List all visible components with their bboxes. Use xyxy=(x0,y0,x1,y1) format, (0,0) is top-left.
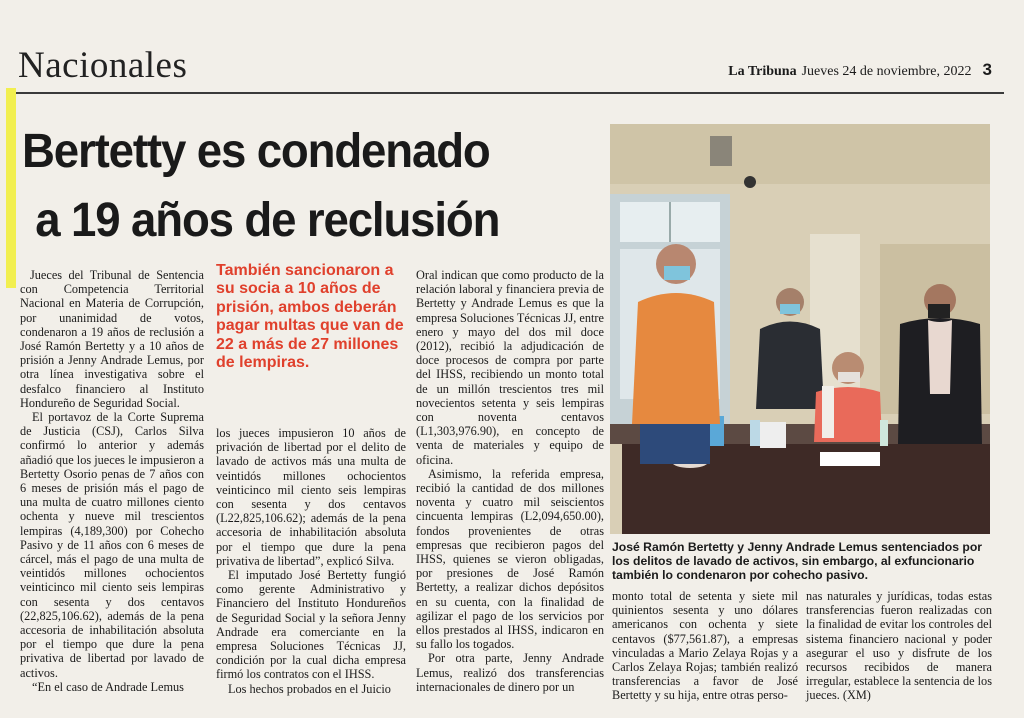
article-column-2 xyxy=(216,426,406,696)
headline xyxy=(22,118,578,255)
paragraph: nas naturales y jurídicas, todas estas transferencias fueron realizadas con la finalidad de evitar los controles del sistema financiero nacional y poder asegurar el uso y disfrute de los recursos recibidos de manera irregular, establece la sentencia de los jueces. (XM) xyxy=(806,589,992,703)
paragraph: Oral indican que como producto de la relación laboral y financiera previa de Bertetty y Andrade Lemus es que la empresa Soluciones Técnicas JJ, entre enero y mayo del dos mil doce (2012), recibió la adjudicación de doce procesos de compra por parte del IHSS, recibiendo un monto total de un millón trescientos tres mil novecientos setenta y seis lempiras con noventa centavos (L1,303,976.90), en concepto de venta de materiales y equipo de oficina. xyxy=(416,268,604,467)
paragraph: los jueces impusieron 10 años de privación de libertad por el delito de lavado de activos más una multa de veintidós millones ochocientos veinticinco mil ciento seis lempiras con sesenta y dos centavos (L22,825,106.62); además de la pena accesoria de inhabilitación absoluta por el tiempo que dure la pena privativa de libertad”, explicó Silva. xyxy=(216,426,406,568)
highlighter-mark xyxy=(6,88,16,288)
paragraph: Los hechos probados en el Juicio xyxy=(228,681,391,696)
courtroom-photo xyxy=(610,124,990,534)
courtroom-photo-illustration xyxy=(610,124,990,534)
headline-line-1: Bertetty es condenado xyxy=(22,125,490,178)
article-column-5 xyxy=(806,589,992,703)
paragraph: El imputado José Bertetty fungió como gerente Administrativo y Financiero del Instituto Hondureños de Seguridad Social y la señora Jenny Andrade era comerciante en la empresa Soluciones Técnicas JJ, condición por la cual dicha empresa firmó los contratos con el IHSS. xyxy=(216,568,406,682)
section-title: Nacionales xyxy=(18,45,188,86)
paragraph: El portavoz de la Corte Suprema de Justicia (CSJ), Carlos Silva confirmó lo anterior y además añadió que los jueces le impusieron a Bertetty Osorio penas de 7 años con 6 meses de prisión más el pago de una multa de cuatro millones ciento ochenta y nueve mil trescientos lempiras (4,189,300) por Cohecho Pasivo y de 11 años con 6 meses de cárcel, más el pago de una multa de veintidós millones ochocientos veinticinco mil ciento seis lempiras con sesenta y dos centavos (22,825,106.62), además de la pena accesoria de inhabilitación absoluta por el tiempo que dure la pena privativa de libertad por lavado de activos. xyxy=(20,410,204,680)
page-number: 3 xyxy=(982,60,992,79)
newspaper-name: La Tribuna xyxy=(728,64,797,79)
paragraph: monto total de setenta y siete mil quinientos sesenta y uno dólares americanos con ochenta y siete centavos ($77,561.87), a empresas vinculadas a Mario Zelaya Rojas y a Carlos Zelaya Rojas; también realizó transferencias a favor de José Bertetty y su hija, entre otras perso- xyxy=(612,589,798,703)
paragraph: Asimismo, la referida empresa, recibió la cantidad de dos millones noventa y cuatro mil seiscientos cincuenta lempiras (L2,094,650.00), fondos provenientes de otras empresas que recibieron pagos del IHSS, quienes se vieron obligadas, por presiones de José Ramón Bertetty, a realizar dichos depósitos en su cuenta, con la finalidad de agilizar el pago de los servicios por ellos prestados al IHSS, indicaron en su fallo los togados. xyxy=(416,466,604,652)
paragraph: Jueces del Tribunal de Sentencia con Competencia Territorial Nacional en Materia de Corrupción, por unanimidad de votos, condenaron a 19 años de reclusión a José Ramón Bertetty y a 10 años de prisión a Jenny Andrade Lemus, por otra línea investigativa sobre el desfalco financiero al Instituto Hondureño de Seguridad Social. xyxy=(20,268,204,410)
headline-line-2: a 19 años de reclusión xyxy=(35,193,500,247)
article-column-4 xyxy=(612,589,798,703)
article-column-3 xyxy=(416,268,604,694)
masthead xyxy=(728,60,992,80)
pull-quote: También sancionaron a su socia a 10 años de prisión, ambos deberán pagar multas que van de 22 a más de 27 millones de lempiras. xyxy=(216,262,404,372)
header-rule xyxy=(16,92,1004,94)
paragraph: “En el caso de Andrade Lemus xyxy=(32,679,184,694)
article-column-1 xyxy=(20,268,204,694)
photo-caption: José Ramón Bertetty y Jenny Andrade Lemus sentenciados por los delitos de lavado de activos, sin embargo, al exfuncionario también lo condenaron por cohecho pasivo. xyxy=(612,540,983,582)
paragraph: Por otra parte, Jenny Andrade Lemus, realizó dos transferencias internacionales de dinero por un xyxy=(416,651,604,694)
issue-date: Jueves 24 de noviembre, 2022 xyxy=(801,64,972,79)
